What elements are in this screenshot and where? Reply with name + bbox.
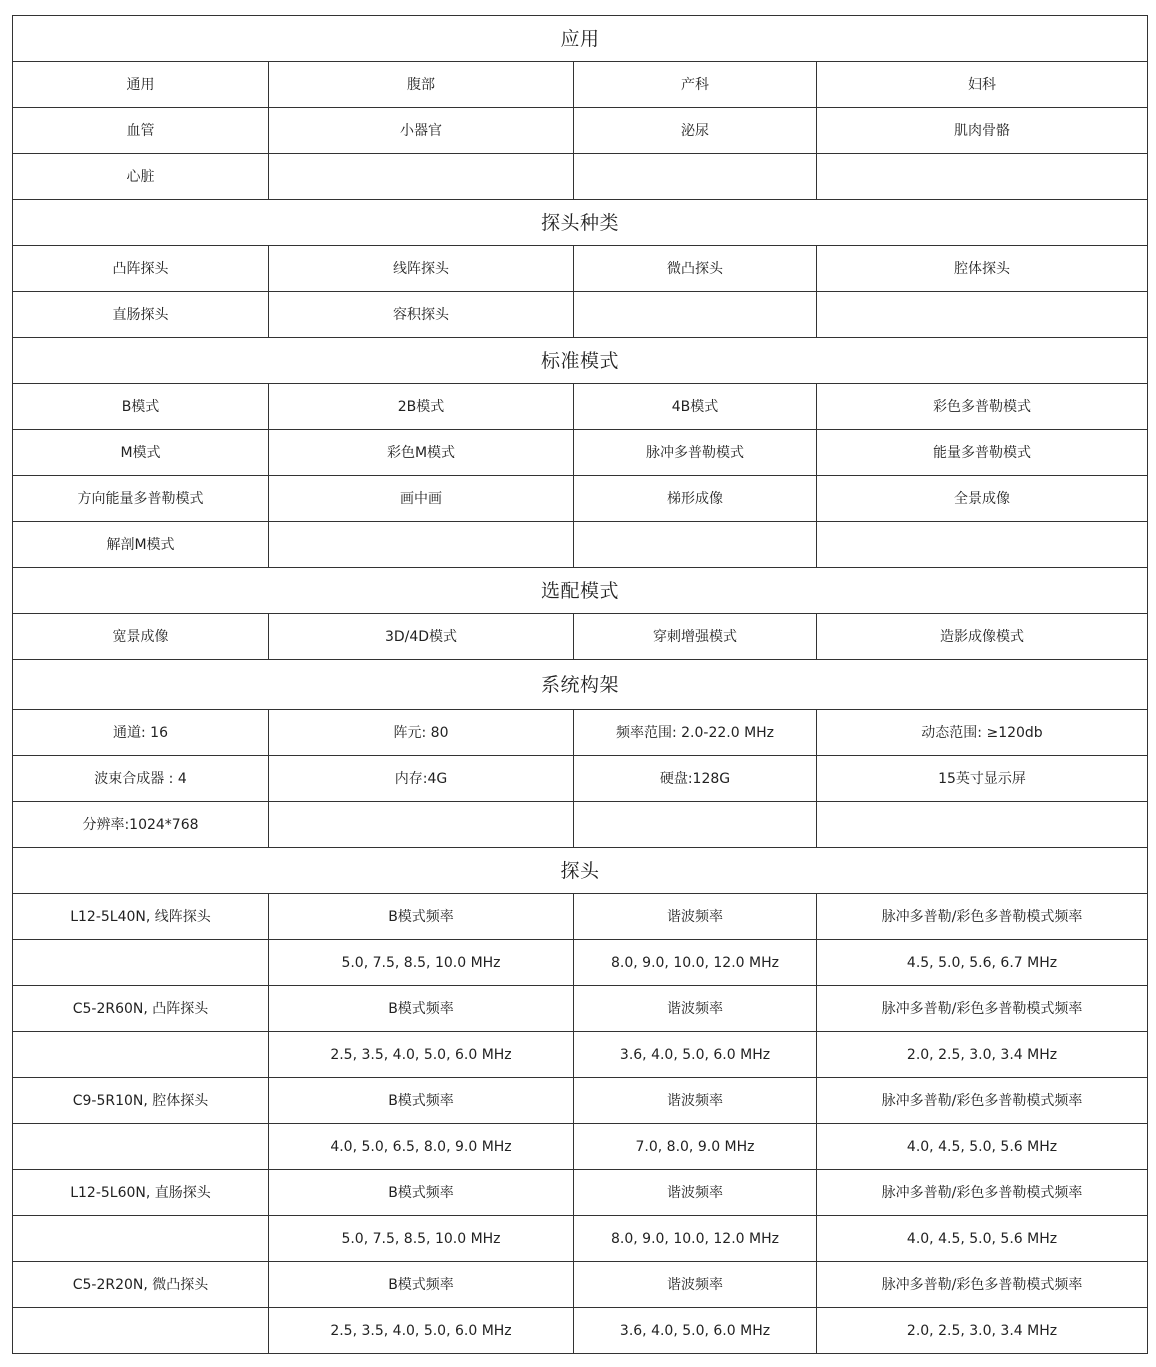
table-cell: 妇科 (817, 62, 1148, 108)
spec-table (12, 15, 1148, 1354)
table-row (13, 108, 1148, 154)
section-title: 系统构架 (13, 660, 1148, 710)
table-cell: 线阵探头 (269, 246, 574, 292)
table-cell (13, 1216, 269, 1262)
table-cell (574, 802, 817, 848)
table-cell: B模式频率 (269, 894, 574, 940)
table-cell: 脉冲多普勒/彩色多普勒模式频率 (817, 1170, 1148, 1216)
table-cell: 脉冲多普勒/彩色多普勒模式频率 (817, 1078, 1148, 1124)
table-row (13, 1124, 1148, 1170)
table-cell: B模式 (13, 384, 269, 430)
table-cell: 产科 (574, 62, 817, 108)
table-cell (817, 802, 1148, 848)
table-cell: 肌肉骨骼 (817, 108, 1148, 154)
table-row (13, 1078, 1148, 1124)
table-cell: L12-5L60N, 直肠探头 (13, 1170, 269, 1216)
table-row (13, 1262, 1148, 1308)
table-cell: 2.0, 2.5, 3.0, 3.4 MHz (817, 1308, 1148, 1354)
table-cell: 容积探头 (269, 292, 574, 338)
table-cell: 血管 (13, 108, 269, 154)
table-cell: 通道: 16 (13, 710, 269, 756)
table-cell: 5.0, 7.5, 8.5, 10.0 MHz (269, 1216, 574, 1262)
table-cell: 2.0, 2.5, 3.0, 3.4 MHz (817, 1032, 1148, 1078)
table-cell: 硬盘:128G (574, 756, 817, 802)
table-cell: 解剖M模式 (13, 522, 269, 568)
table-cell: 方向能量多普勒模式 (13, 476, 269, 522)
table-cell: 15英寸显示屏 (817, 756, 1148, 802)
table-cell: C5-2R60N, 凸阵探头 (13, 986, 269, 1032)
table-cell: M模式 (13, 430, 269, 476)
section-header-row (13, 848, 1148, 894)
table-cell: 脉冲多普勒/彩色多普勒模式频率 (817, 1262, 1148, 1308)
table-cell: 频率范围: 2.0-22.0 MHz (574, 710, 817, 756)
table-cell: 阵元: 80 (269, 710, 574, 756)
table-cell: 8.0, 9.0, 10.0, 12.0 MHz (574, 1216, 817, 1262)
table-cell: 心脏 (13, 154, 269, 200)
table-cell: C9-5R10N, 腔体探头 (13, 1078, 269, 1124)
table-row (13, 710, 1148, 756)
table-cell: B模式频率 (269, 1262, 574, 1308)
table-cell (269, 154, 574, 200)
section-title: 应用 (13, 16, 1148, 62)
section-title: 探头 (13, 848, 1148, 894)
table-cell: 穿刺增强模式 (574, 614, 817, 660)
table-cell: 彩色多普勒模式 (817, 384, 1148, 430)
table-row (13, 62, 1148, 108)
table-cell: 5.0, 7.5, 8.5, 10.0 MHz (269, 940, 574, 986)
spec-table-body (13, 16, 1148, 1354)
table-row (13, 940, 1148, 986)
table-cell (13, 1032, 269, 1078)
table-cell (574, 292, 817, 338)
table-cell: C5-2R20N, 微凸探头 (13, 1262, 269, 1308)
table-cell: 谐波频率 (574, 894, 817, 940)
table-cell (817, 522, 1148, 568)
table-row (13, 246, 1148, 292)
section-title: 选配模式 (13, 568, 1148, 614)
table-cell (269, 802, 574, 848)
table-cell: 脉冲多普勒模式 (574, 430, 817, 476)
table-cell: 脉冲多普勒/彩色多普勒模式频率 (817, 986, 1148, 1032)
table-cell: 小器官 (269, 108, 574, 154)
table-cell (13, 940, 269, 986)
table-cell (13, 1124, 269, 1170)
table-cell: 波束合成器 : 4 (13, 756, 269, 802)
table-row (13, 1032, 1148, 1078)
table-row (13, 154, 1148, 200)
table-cell: 3.6, 4.0, 5.0, 6.0 MHz (574, 1032, 817, 1078)
table-cell: 腔体探头 (817, 246, 1148, 292)
table-cell: 腹部 (269, 62, 574, 108)
table-cell: B模式频率 (269, 1170, 574, 1216)
table-row (13, 756, 1148, 802)
table-cell: 直肠探头 (13, 292, 269, 338)
table-cell: 2.5, 3.5, 4.0, 5.0, 6.0 MHz (269, 1032, 574, 1078)
table-cell: 谐波频率 (574, 986, 817, 1032)
section-header-row (13, 568, 1148, 614)
table-cell: 2.5, 3.5, 4.0, 5.0, 6.0 MHz (269, 1308, 574, 1354)
table-cell: 凸阵探头 (13, 246, 269, 292)
section-header-row (13, 660, 1148, 710)
table-row (13, 986, 1148, 1032)
table-row (13, 1216, 1148, 1262)
table-cell: 4.0, 5.0, 6.5, 8.0, 9.0 MHz (269, 1124, 574, 1170)
table-cell: 内存:4G (269, 756, 574, 802)
table-cell: L12-5L40N, 线阵探头 (13, 894, 269, 940)
table-row (13, 522, 1148, 568)
section-header-row (13, 16, 1148, 62)
table-cell: 造影成像模式 (817, 614, 1148, 660)
table-cell: 谐波频率 (574, 1078, 817, 1124)
table-cell: 宽景成像 (13, 614, 269, 660)
section-title: 探头种类 (13, 200, 1148, 246)
table-cell (574, 154, 817, 200)
table-cell: B模式频率 (269, 986, 574, 1032)
table-cell: 谐波频率 (574, 1262, 817, 1308)
table-cell: 微凸探头 (574, 246, 817, 292)
table-row (13, 1170, 1148, 1216)
table-cell: 4B模式 (574, 384, 817, 430)
table-cell: 通用 (13, 62, 269, 108)
table-cell: 4.0, 4.5, 5.0, 5.6 MHz (817, 1124, 1148, 1170)
section-header-row (13, 200, 1148, 246)
table-cell: 3D/4D模式 (269, 614, 574, 660)
table-cell: 4.5, 5.0, 5.6, 6.7 MHz (817, 940, 1148, 986)
section-header-row (13, 338, 1148, 384)
table-cell: 脉冲多普勒/彩色多普勒模式频率 (817, 894, 1148, 940)
table-cell: 3.6, 4.0, 5.0, 6.0 MHz (574, 1308, 817, 1354)
table-row (13, 430, 1148, 476)
table-row (13, 292, 1148, 338)
table-cell: 彩色M模式 (269, 430, 574, 476)
table-cell (13, 1308, 269, 1354)
section-title: 标准模式 (13, 338, 1148, 384)
table-cell (817, 292, 1148, 338)
table-cell: 画中画 (269, 476, 574, 522)
table-cell: 能量多普勒模式 (817, 430, 1148, 476)
table-row (13, 802, 1148, 848)
table-row (13, 894, 1148, 940)
table-cell (817, 154, 1148, 200)
table-row (13, 384, 1148, 430)
table-cell (269, 522, 574, 568)
table-cell: 泌尿 (574, 108, 817, 154)
table-cell: 8.0, 9.0, 10.0, 12.0 MHz (574, 940, 817, 986)
table-cell: 梯形成像 (574, 476, 817, 522)
table-row (13, 1308, 1148, 1354)
table-cell: B模式频率 (269, 1078, 574, 1124)
table-cell: 4.0, 4.5, 5.0, 5.6 MHz (817, 1216, 1148, 1262)
table-cell: 7.0, 8.0, 9.0 MHz (574, 1124, 817, 1170)
table-row (13, 476, 1148, 522)
table-cell (574, 522, 817, 568)
table-cell: 分辨率:1024*768 (13, 802, 269, 848)
table-cell: 全景成像 (817, 476, 1148, 522)
table-cell: 2B模式 (269, 384, 574, 430)
table-cell: 谐波频率 (574, 1170, 817, 1216)
table-cell: 动态范围: ≥120db (817, 710, 1148, 756)
table-row (13, 614, 1148, 660)
